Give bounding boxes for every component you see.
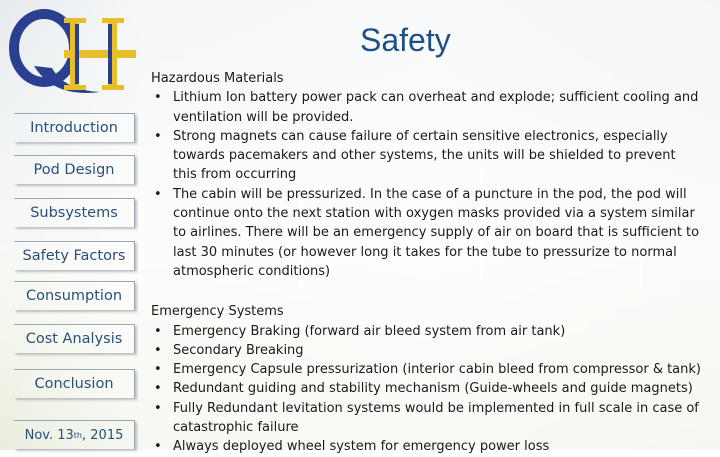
list-item: • Emergency Capsule pressurization (interior cabin bleed from compressor & tank) <box>151 360 703 379</box>
sidebar-item-introduction[interactable]: Introduction <box>14 113 135 142</box>
presentation-date <box>14 420 135 449</box>
sidebar-item-conclusion[interactable]: Conclusion <box>14 369 135 398</box>
sidebar-item-consumption[interactable]: Consumption <box>14 281 135 310</box>
section-heading-emergency-systems: Emergency Systems <box>151 304 284 320</box>
list-item: • The cabin will be pressurized. In the case of a puncture in the pod, the pod will continue onto the next station with oxygen masks provided via a system similar to airlines. There will be an emergency supply of air on board that is sufficient to last 30 minutes (or however long it takes for the tube to pressurize to normal atmospheric conditions) <box>151 185 703 281</box>
sidebar-item-cost-analysis[interactable]: Cost Analysis <box>14 324 135 353</box>
list-item: • Always deployed wheel system for emergency power loss <box>151 437 703 456</box>
sidebar-navigation <box>0 0 140 450</box>
sidebar-item-safety-factors[interactable]: Safety Factors <box>14 241 135 270</box>
sidebar-item-pod-design[interactable]: Pod Design <box>14 155 135 184</box>
slide-content <box>151 69 703 457</box>
date-year: , 2015 <box>82 427 124 443</box>
list-item: • Fully Redundant levitation systems would be implemented in full scale in case of catastrophic failure <box>151 399 703 438</box>
list-item: • Emergency Braking (forward air bleed system from air tank) <box>151 322 703 341</box>
section-heading-hazardous-materials: Hazardous Materials <box>151 71 284 86</box>
list-item: • Secondary Breaking <box>151 341 703 360</box>
hazardous-materials-list <box>151 88 703 281</box>
slide-title: Safety <box>360 22 451 58</box>
qh-logo <box>4 6 136 98</box>
list-item: • Lithium Ion battery power pack can overheat and explode; sufficient cooling and ventilation will be provided. <box>151 88 703 127</box>
list-item: • Redundant guiding and stability mechanism (Guide-wheels and guide magnets) <box>151 379 703 398</box>
list-item: • Strong magnets can cause failure of certain sensitive electronics, especially towards pacemakers and other systems, the units will be shielded to prevent this from occurring <box>151 127 703 185</box>
date-prefix: Nov. 13 <box>24 427 74 443</box>
sidebar-item-subsystems[interactable]: Subsystems <box>14 198 135 227</box>
emergency-systems-list <box>151 322 703 457</box>
date-suffix: th <box>73 430 83 440</box>
